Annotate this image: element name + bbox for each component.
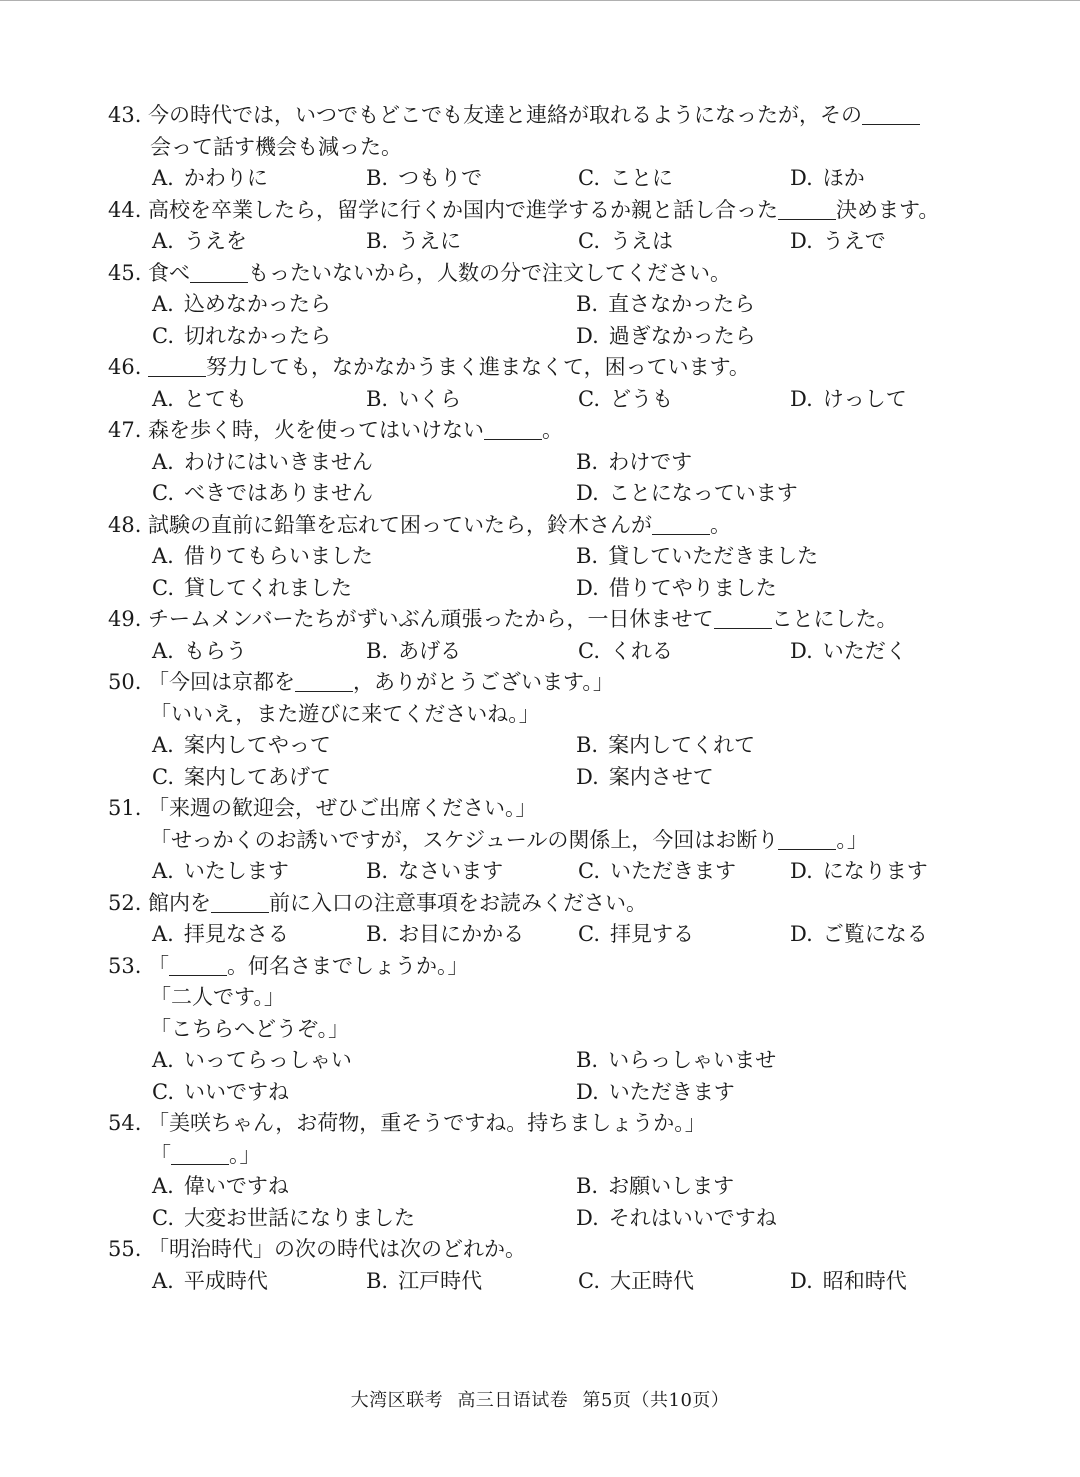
option-c [152,762,331,794]
footer-page-number: 第5页（共10页） [582,1390,730,1411]
option-text: ご覧になる [822,922,928,946]
stem-segment: 決めます。 [836,197,940,222]
options-row [0,478,1080,510]
option-b [576,447,692,479]
question-number: 47. [108,418,142,442]
option-letter: C. [578,638,600,663]
option-a [152,447,373,479]
option-letter: D. [576,481,599,505]
option-letter: A. [152,386,174,411]
question-stem-line [0,258,1080,290]
stem-text [148,793,537,825]
stem-text [148,951,469,983]
option-letter: B. [366,386,389,411]
option-text: 案内してくれて [608,733,756,757]
stem-segment: 「二人です。」 [150,985,285,1009]
option-d [576,321,756,353]
stem-segment: 館内を [148,890,211,915]
option-letter: D. [576,323,599,348]
option-text: うえは [610,229,673,253]
question-stem-line [0,699,1080,731]
question-stem-line [0,1014,1080,1046]
stem-segment: 。 [710,512,731,537]
answer-blank [778,197,836,220]
answer-blank [714,606,772,629]
option-letter: A. [152,1174,174,1198]
question-45 [0,258,1080,353]
option-text: 過ぎなかったら [608,323,756,348]
option-letter: C. [152,481,174,505]
question-number: 50. [108,670,142,694]
question-49 [0,604,1080,667]
option-letter: C. [152,764,174,789]
stem-segment: 「いいえ，また遊びに来てくださいね。」 [150,701,540,726]
option-d [576,478,798,510]
question-list [0,100,1080,1297]
stem-segment: 。」 [836,827,868,852]
stem-text [148,258,731,290]
option-text: 大変お世話になりました [184,1205,415,1230]
question-50 [0,667,1080,793]
option-letter: B. [576,1174,599,1198]
option-letter: D. [790,166,813,190]
answer-blank [862,102,920,125]
option-letter: B. [366,638,389,663]
footer-exam-name: 大湾区联考 [350,1390,444,1411]
option-text: お願いします [608,1174,735,1198]
footer-subject: 高三日语试卷 [457,1390,569,1411]
option-c [152,478,373,510]
option-text: 貸していただきました [608,544,819,568]
question-stem-line [0,982,1080,1014]
question-stem-line [0,793,1080,825]
stem-text [148,100,920,132]
option-a [152,384,247,416]
option-text: ほか [822,166,865,190]
question-stem-line [0,1234,1080,1266]
option-text: くれる [610,638,673,663]
question-number: 53. [108,953,142,978]
stem-text [148,604,898,636]
stem-text [148,1108,706,1140]
option-letter: C. [152,1205,174,1230]
option-text: 借りてもらいました [183,544,373,568]
answer-blank [295,669,353,692]
stem-segment: 会って話す機会も減った。 [150,134,402,159]
question-number: 49. [108,607,142,631]
options-row [0,1171,1080,1203]
option-text: 直さなかったら [608,292,756,316]
stem-segment: 「今回は京都を [148,670,295,694]
option-text: 江戸時代 [398,1268,483,1293]
question-54 [0,1108,1080,1234]
question-stem-line [0,1140,1080,1172]
option-letter: C. [152,1079,174,1104]
options-row [0,1203,1080,1235]
option-b [366,1266,482,1298]
stem-text [150,1140,261,1172]
stem-segment: 「来週の歓迎会，ぜひご出席ください。」 [148,796,537,820]
option-a [152,919,289,951]
answer-blank [652,512,710,535]
option-letter: A. [152,1268,174,1293]
options-row [0,919,1080,951]
option-a [152,541,373,573]
option-a [152,289,331,321]
option-text: 拝見する [610,922,694,946]
question-46 [0,352,1080,415]
option-letter: D. [790,1268,813,1293]
answer-blank [169,953,227,976]
option-letter: C. [578,229,600,253]
question-stem-line [0,888,1080,920]
option-a [152,226,247,258]
stem-segment: 「せっかくのお誘いですが，スケジュールの関係上，今回はお断り [150,827,779,852]
option-a [152,856,289,888]
stem-segment: 食べ [148,260,190,285]
question-stem-line [0,1108,1080,1140]
options-row [0,226,1080,258]
option-d [576,762,714,794]
question-stem-line [0,951,1080,983]
stem-segment: ，ありがとうございます。」 [353,670,614,694]
stem-text [148,1234,526,1266]
question-stem-line [0,352,1080,384]
option-letter: B. [366,922,389,946]
option-text: うえに [398,229,462,253]
option-b [366,856,503,888]
option-letter: D. [576,1205,599,1230]
option-text: 大正時代 [610,1268,694,1293]
option-d [576,573,777,605]
question-number: 48. [108,512,142,537]
option-a [152,1266,268,1298]
option-text: になります [822,859,928,883]
stem-text [150,982,285,1014]
stem-segment: 「 [150,1142,171,1167]
stem-segment: 試験の直前に鉛筆を忘れて困っていたら，鈴木さんが [148,512,652,537]
scan-edge-line [0,0,1080,1]
question-number: 43. [108,103,142,127]
option-letter: B. [366,1268,389,1293]
option-text: いいですね [184,1079,289,1104]
option-text: 昭和時代 [822,1268,907,1293]
option-letter: A. [152,229,174,253]
stem-text [148,510,731,542]
option-letter: A. [152,544,174,568]
option-text: いってらっしゃい [183,1048,352,1072]
option-text: いただきます [610,859,736,883]
question-number: 55. [108,1237,142,1261]
option-text: いただきます [608,1079,735,1104]
stem-text [148,667,614,699]
option-letter: C. [578,386,600,411]
stem-text [150,1014,349,1046]
options-row [0,730,1080,762]
question-number: 44. [108,197,142,222]
option-letter: D. [576,764,599,789]
option-c [578,636,673,668]
option-letter: B. [366,166,389,190]
question-stem-line [0,100,1080,132]
option-letter: D. [576,575,599,600]
stem-segment: ことにした。 [771,607,898,631]
option-text: お目にかかる [398,922,525,946]
option-d [790,384,907,416]
question-number: 46. [108,355,142,379]
options-row [0,856,1080,888]
option-c [578,163,673,195]
stem-segment: 努力しても，なかなかうまく進まなくて，困っています。 [206,355,750,379]
stem-text [148,195,939,227]
option-letter: D. [576,1079,599,1104]
question-stem-line [0,604,1080,636]
option-letter: A. [152,292,174,316]
option-text: とても [183,386,247,411]
option-letter: B. [576,733,599,757]
option-text: 案内させて [608,764,714,789]
option-text: どうも [610,386,673,411]
page-footer [0,1386,1080,1412]
option-d [790,856,928,888]
question-stem-line [0,510,1080,542]
stem-segment: チームメンバーたちがずいぶん頑張ったから，一日休ませて [148,607,714,631]
stem-segment: 。 [542,418,563,442]
option-text: いらっしゃいませ [608,1048,777,1072]
options-row [0,321,1080,353]
stem-text [148,352,750,384]
options-row [0,1266,1080,1298]
options-row [0,541,1080,573]
options-row [0,447,1080,479]
option-b [366,163,482,195]
option-text: もらう [183,638,247,663]
question-stem-line [0,825,1080,857]
options-row [0,762,1080,794]
stem-segment: 前に入口の注意事項をお読みください。 [269,890,647,915]
option-text: かわりに [183,166,268,190]
option-d [790,163,865,195]
option-letter: D. [790,922,813,946]
stem-segment: 森を歩く時，火を使ってはいけない [148,418,484,442]
answer-blank [171,1142,229,1165]
question-number: 51. [108,796,142,820]
question-number: 54. [108,1111,142,1135]
option-text: いたします [183,859,289,883]
option-c [578,226,673,258]
option-text: 平成時代 [183,1268,268,1293]
stem-text [148,415,563,447]
option-letter: D. [790,859,813,883]
option-letter: D. [790,638,813,663]
option-b [576,730,755,762]
option-text: 拝見なさる [183,922,289,946]
question-48 [0,510,1080,605]
stem-segment: 。何名さまでしょうか。」 [227,953,469,978]
option-text: うえを [183,229,247,253]
option-b [576,1045,776,1077]
option-text: わけです [608,449,693,474]
option-text: なさいます [398,859,504,883]
option-letter: C. [152,323,174,348]
stem-segment: もったいないから，人数の分で注文してください。 [248,260,731,285]
stem-segment: 。」 [229,1142,261,1167]
option-letter: B. [576,449,599,474]
option-text: わけにはいきません [183,449,373,474]
option-d [576,1203,777,1235]
option-d [790,1266,907,1298]
question-stem-line [0,195,1080,227]
stem-segment: 「美咲ちゃん，お荷物，重そうですね。持ちましょうか。」 [148,1111,706,1135]
option-letter: D. [790,229,813,253]
option-a [152,636,247,668]
option-a [152,163,268,195]
option-a [152,1171,289,1203]
option-text: それはいいですね [608,1205,777,1230]
question-number: 52. [108,890,142,915]
options-row [0,573,1080,605]
option-letter: B. [366,859,389,883]
option-text: いただく [822,638,907,663]
option-letter: C. [152,575,174,600]
stem-segment: 今の時代では，いつでもどこでも友達と連絡が取れるようになったが，その [148,103,862,127]
option-letter: B. [366,229,389,253]
option-letter: A. [152,449,174,474]
option-a [152,1045,352,1077]
option-text: 借りてやりました [608,575,777,600]
option-b [576,541,818,573]
options-row [0,163,1080,195]
option-letter: A. [152,733,174,757]
question-number: 45. [108,260,142,285]
question-52 [0,888,1080,951]
option-c [152,1203,415,1235]
option-text: うえで [822,229,886,253]
stem-text [150,699,540,731]
option-text: べきではありません [184,481,373,505]
option-letter: D. [790,386,813,411]
options-row [0,384,1080,416]
stem-text [150,132,402,164]
answer-blank [211,890,269,913]
option-c [578,856,736,888]
option-letter: C. [578,859,600,883]
option-c [152,321,331,353]
option-c [578,384,673,416]
option-text: いくら [398,386,462,411]
option-d [790,226,886,258]
option-b [576,289,755,321]
stem-segment: 「こちらへどうぞ。」 [150,1016,350,1041]
option-text: つもりで [398,166,483,190]
option-text: 案内してやって [183,733,331,757]
stem-segment: 「 [148,953,169,978]
option-text: 貸してくれました [184,575,352,600]
option-b [366,636,461,668]
answer-blank [148,354,206,377]
option-text: 切れなかったら [184,323,331,348]
question-43 [0,100,1080,195]
option-b [366,919,524,951]
option-letter: A. [152,1048,174,1072]
option-b [366,226,461,258]
options-row [0,289,1080,321]
option-letter: A. [152,166,174,190]
stem-segment: 「明治時代」の次の時代は次のどれか。 [148,1237,526,1261]
question-stem-line [0,667,1080,699]
option-c [578,1266,694,1298]
option-c [152,573,352,605]
question-53 [0,951,1080,1109]
question-44 [0,195,1080,258]
answer-blank [778,827,836,850]
stem-text [148,888,647,920]
option-letter: B. [576,292,599,316]
option-a [152,730,331,762]
option-text: 偉いですね [183,1174,289,1198]
question-47 [0,415,1080,510]
question-55 [0,1234,1080,1297]
option-c [152,1077,289,1109]
question-51 [0,793,1080,888]
option-text: ことに [610,166,673,190]
option-b [576,1171,734,1203]
option-letter: A. [152,638,174,663]
option-letter: B. [576,1048,599,1072]
option-letter: B. [576,544,599,568]
option-d [576,1077,735,1109]
option-letter: C. [578,166,600,190]
option-text: 込めなかったら [183,292,331,316]
stem-segment: 高校を卒業したら，留学に行くか国内で進学するか親と話し合った [148,197,778,222]
option-text: けっして [822,386,907,411]
option-letter: C. [578,1268,600,1293]
question-stem-line [0,132,1080,164]
stem-text [150,825,868,857]
option-b [366,384,461,416]
question-stem-line [0,415,1080,447]
option-text: あげる [398,638,462,663]
option-text: 案内してあげて [184,764,331,789]
option-text: ことになっています [608,481,798,505]
option-d [790,919,928,951]
option-letter: A. [152,922,174,946]
option-letter: A. [152,859,174,883]
options-row [0,1045,1080,1077]
answer-blank [190,260,248,283]
answer-blank [484,417,542,440]
option-c [578,919,694,951]
options-row [0,636,1080,668]
options-row [0,1077,1080,1109]
option-letter: C. [578,922,600,946]
option-d [790,636,907,668]
